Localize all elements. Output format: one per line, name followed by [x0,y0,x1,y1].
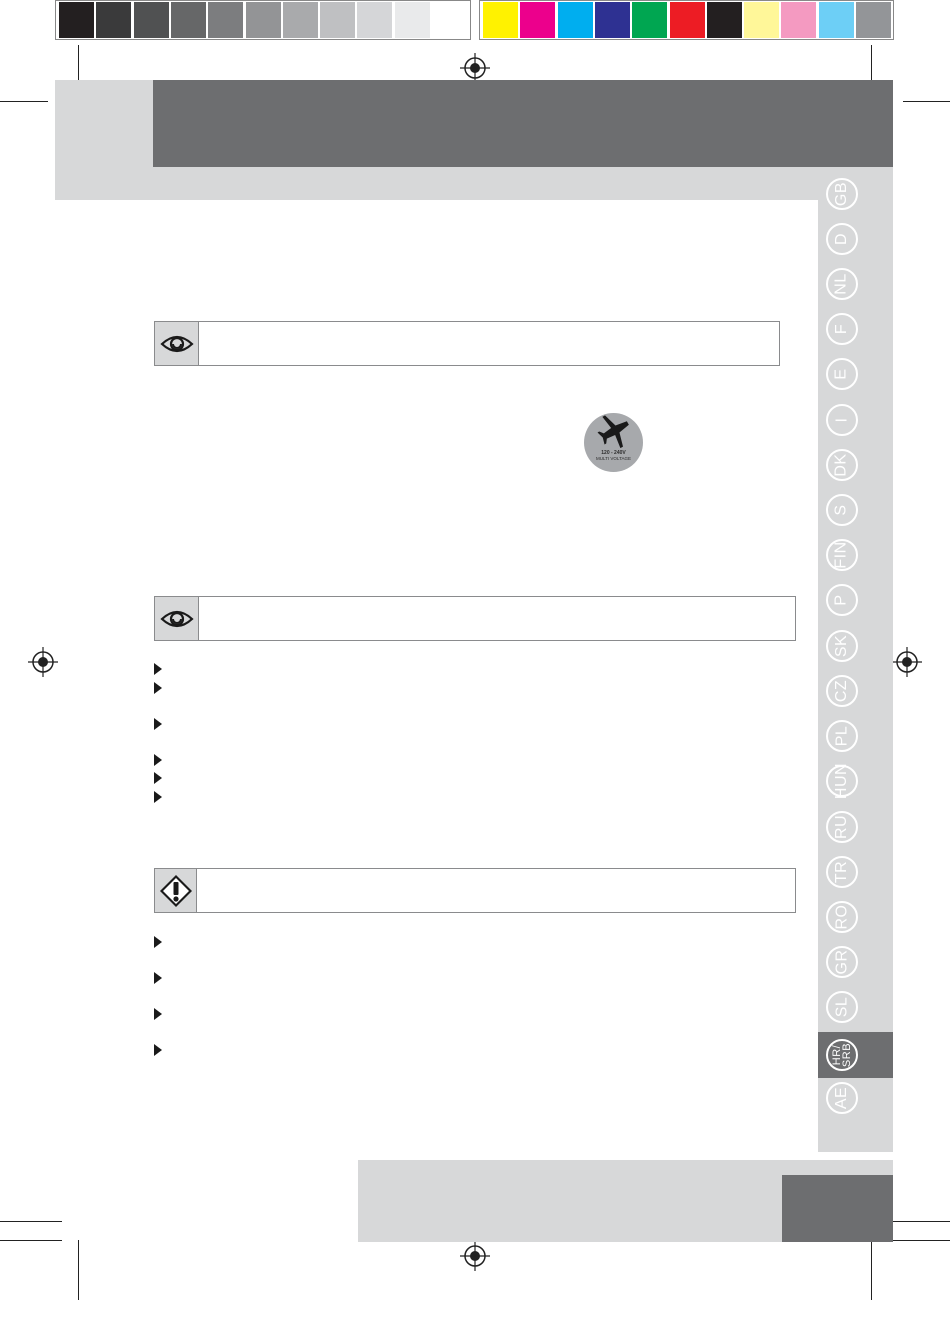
language-tab-i[interactable] [826,404,858,436]
triangle-bullet-icon [154,663,162,675]
language-tab-label: RU [832,814,850,840]
language-tab-pl[interactable] [826,720,858,752]
language-tab-label: AE [833,1086,850,1110]
language-tab-label: HUN [833,762,851,800]
language-tab-label: P [832,594,850,606]
grayscale-swatch [96,2,131,38]
grayscale-swatch [171,2,206,38]
grayscale-swatch [134,2,169,38]
grayscale-swatch [246,2,281,38]
crop-mark [0,101,48,102]
language-tab-label: SL [832,996,850,1018]
triangle-bullet-icon [154,718,162,730]
color-swatch [819,2,854,38]
language-tab-ae[interactable] [826,1082,858,1114]
language-tab-label: NL [832,273,850,295]
voltage-label: 120 - 240V [601,450,626,456]
language-tab-hun[interactable] [826,762,858,800]
warning-box [154,868,796,913]
triangle-bullet-icon [154,972,162,984]
triangle-bullet-icon [154,791,162,803]
language-tab-gb[interactable] [826,178,858,210]
crop-mark [888,1221,950,1222]
language-tab-e[interactable] [826,358,858,390]
multi-voltage-badge [584,413,643,472]
language-tab-label: DK [832,453,850,477]
color-swatch [595,2,630,38]
language-tab-label: I [832,417,850,423]
crop-mark [888,1240,950,1241]
language-tab-label: F [833,323,850,335]
color-swatch [856,2,891,38]
grayscale-swatch [283,2,318,38]
language-tab-d[interactable] [826,223,858,255]
color-swatch [781,2,816,38]
language-tab-sk[interactable] [826,630,858,662]
airplane-icon [594,413,634,449]
language-tab-label: SK [833,634,850,658]
language-tab-label: PL [832,725,850,747]
language-tab-label: D [833,232,850,246]
registration-mark-icon [28,647,58,677]
grayscale-swatch [357,2,392,38]
language-tab-gr[interactable] [826,946,858,978]
note-box [154,321,780,366]
voltage-sublabel: MULTI VOLTAGE [595,456,631,461]
color-swatch [632,2,667,38]
eye-icon [155,597,199,640]
language-tab-label: CZ [832,679,850,703]
triangle-bullet-icon [154,1008,162,1020]
color-swatch [707,2,742,38]
color-swatch [558,2,593,38]
crop-mark [871,1240,872,1300]
grayscale-swatch [432,2,467,38]
language-tab-label: HR/ SRB [831,1042,853,1068]
page-number-box [782,1175,893,1242]
language-tab-ro[interactable] [826,901,858,933]
language-tab-cz[interactable] [826,675,858,707]
registration-mark-icon [892,647,922,677]
language-tab-s[interactable] [826,494,858,526]
language-tab-p[interactable] [826,584,858,616]
language-tab-sl[interactable] [826,991,858,1023]
language-tab-label: E [832,368,850,380]
language-tab-dk[interactable] [826,449,858,481]
registration-mark-icon [460,53,490,83]
language-tab-hr-srb[interactable] [826,1039,858,1071]
grayscale-swatch [395,2,430,38]
grayscale-swatch [208,2,243,38]
registration-mark-icon [460,1241,490,1271]
language-tab-label: FIN [833,541,850,569]
grayscale-swatch [320,2,355,38]
language-tab-fin[interactable] [826,539,858,571]
language-tab-label: TR [832,860,850,884]
color-swatch [670,2,705,38]
crop-mark [78,1240,79,1300]
language-tab-label: RO [833,904,850,930]
language-tab-tr[interactable] [826,856,858,888]
crop-mark [0,1240,62,1241]
crop-mark [0,1221,62,1222]
eye-icon [155,322,199,365]
language-tab-label: GB [833,181,850,207]
triangle-bullet-icon [154,682,162,694]
triangle-bullet-icon [154,936,162,948]
color-swatch [483,2,518,38]
header-band [153,80,893,167]
exclamation-diamond-icon [155,869,197,912]
crop-mark [903,101,950,102]
triangle-bullet-icon [154,772,162,784]
language-tab-nl[interactable] [826,268,858,300]
language-tab-ru[interactable] [826,811,858,843]
triangle-bullet-icon [154,1044,162,1056]
language-tab-f[interactable] [826,313,858,345]
language-tab-label: GR [833,949,850,975]
color-swatch [520,2,555,38]
triangle-bullet-icon [154,754,162,766]
language-tab-label: S [832,504,850,516]
color-swatch [744,2,779,38]
note-box [154,596,796,641]
grayscale-swatch [59,2,94,38]
